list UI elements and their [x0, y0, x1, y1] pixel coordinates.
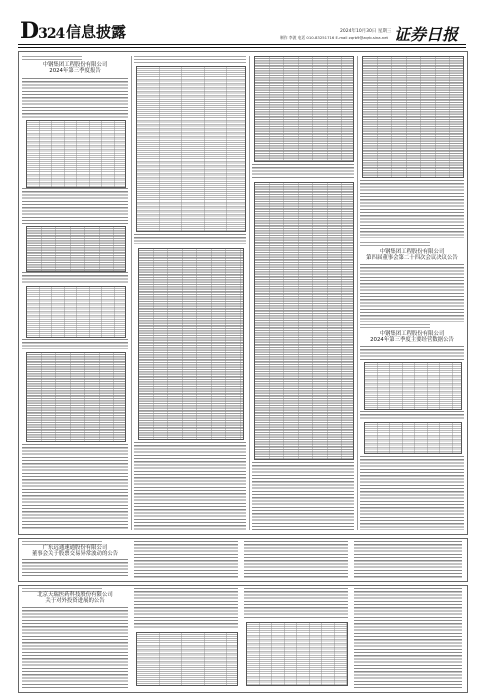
cash-flow-table — [362, 56, 464, 178]
text-block — [360, 346, 464, 360]
text-block — [22, 339, 128, 349]
shareholder-table — [26, 352, 126, 442]
code-line — [22, 56, 82, 61]
text-block — [22, 188, 128, 224]
balance-sheet-table — [138, 248, 244, 440]
column-2 — [134, 56, 246, 530]
dateline: 2024年10月30日 星期三 — [340, 29, 392, 34]
operating-data-table — [364, 422, 462, 454]
contact-line: 制作 李波 电话 010-83251716 E-mail zqrb9@zqrb.sina.net — [280, 35, 389, 40]
text-block — [22, 559, 128, 578]
beijing-announcement — [22, 588, 462, 688]
column-1 — [22, 56, 128, 530]
text-block — [134, 588, 238, 628]
text-block — [134, 442, 246, 530]
guangdong-notice-title: 广东远通速通股份有限公司 董事会关于股票交易异常波动的公告 — [31, 545, 119, 558]
text-block — [244, 588, 348, 618]
investment-table — [246, 622, 348, 686]
column-separator — [357, 56, 358, 530]
income-statement-table — [254, 56, 354, 162]
text-block — [354, 541, 462, 578]
column-separator — [131, 56, 132, 530]
text-block — [22, 444, 128, 530]
page-number: 324 — [38, 26, 65, 42]
section-name: 信息披露 — [66, 23, 127, 41]
text-block — [360, 180, 464, 238]
text-block — [360, 456, 464, 530]
q3-report-title: 中钢集团工程股份有限公司 2024年第三季度报告 — [42, 62, 108, 75]
text-block — [244, 541, 348, 578]
masthead-logo: 证券日报 — [394, 25, 459, 44]
header-rule-thin — [18, 47, 466, 48]
page-header — [0, 0, 484, 47]
text-block — [360, 264, 464, 322]
text-block — [134, 541, 238, 578]
financial-table — [26, 226, 126, 272]
text-block — [360, 411, 464, 419]
cash-flow-table — [136, 66, 246, 232]
text-block — [252, 164, 354, 178]
beijing-notice-title: 北京天瑞医药科技股份有限公司 关于对外投资进展的公告 — [37, 592, 113, 605]
page-code: D324 — [20, 18, 65, 44]
text-block — [252, 462, 354, 530]
investment-table — [136, 632, 238, 686]
board-resolution-title: 中钢集团工程股份有限公司 第四届董事会第二十四次会议决议公告 — [366, 249, 458, 262]
text-block — [134, 234, 246, 244]
code-line — [360, 242, 430, 247]
guangdong-announcement — [22, 541, 462, 578]
operating-data-title: 中钢集团工程股份有限公司 2024年第三季度主要经营数据公告 — [370, 331, 454, 344]
header-rule — [18, 44, 466, 45]
text-block — [134, 56, 246, 64]
text-block — [354, 588, 462, 688]
column-3 — [252, 56, 354, 530]
operating-data-table — [364, 362, 462, 410]
column-separator — [249, 56, 250, 530]
column-4 — [360, 56, 464, 530]
shareholder-table — [26, 286, 126, 338]
code-line — [360, 324, 430, 329]
text-block — [22, 272, 128, 284]
text-block — [22, 607, 128, 688]
income-statement-table — [254, 182, 354, 460]
text-block — [22, 78, 128, 118]
financial-table — [26, 120, 126, 188]
